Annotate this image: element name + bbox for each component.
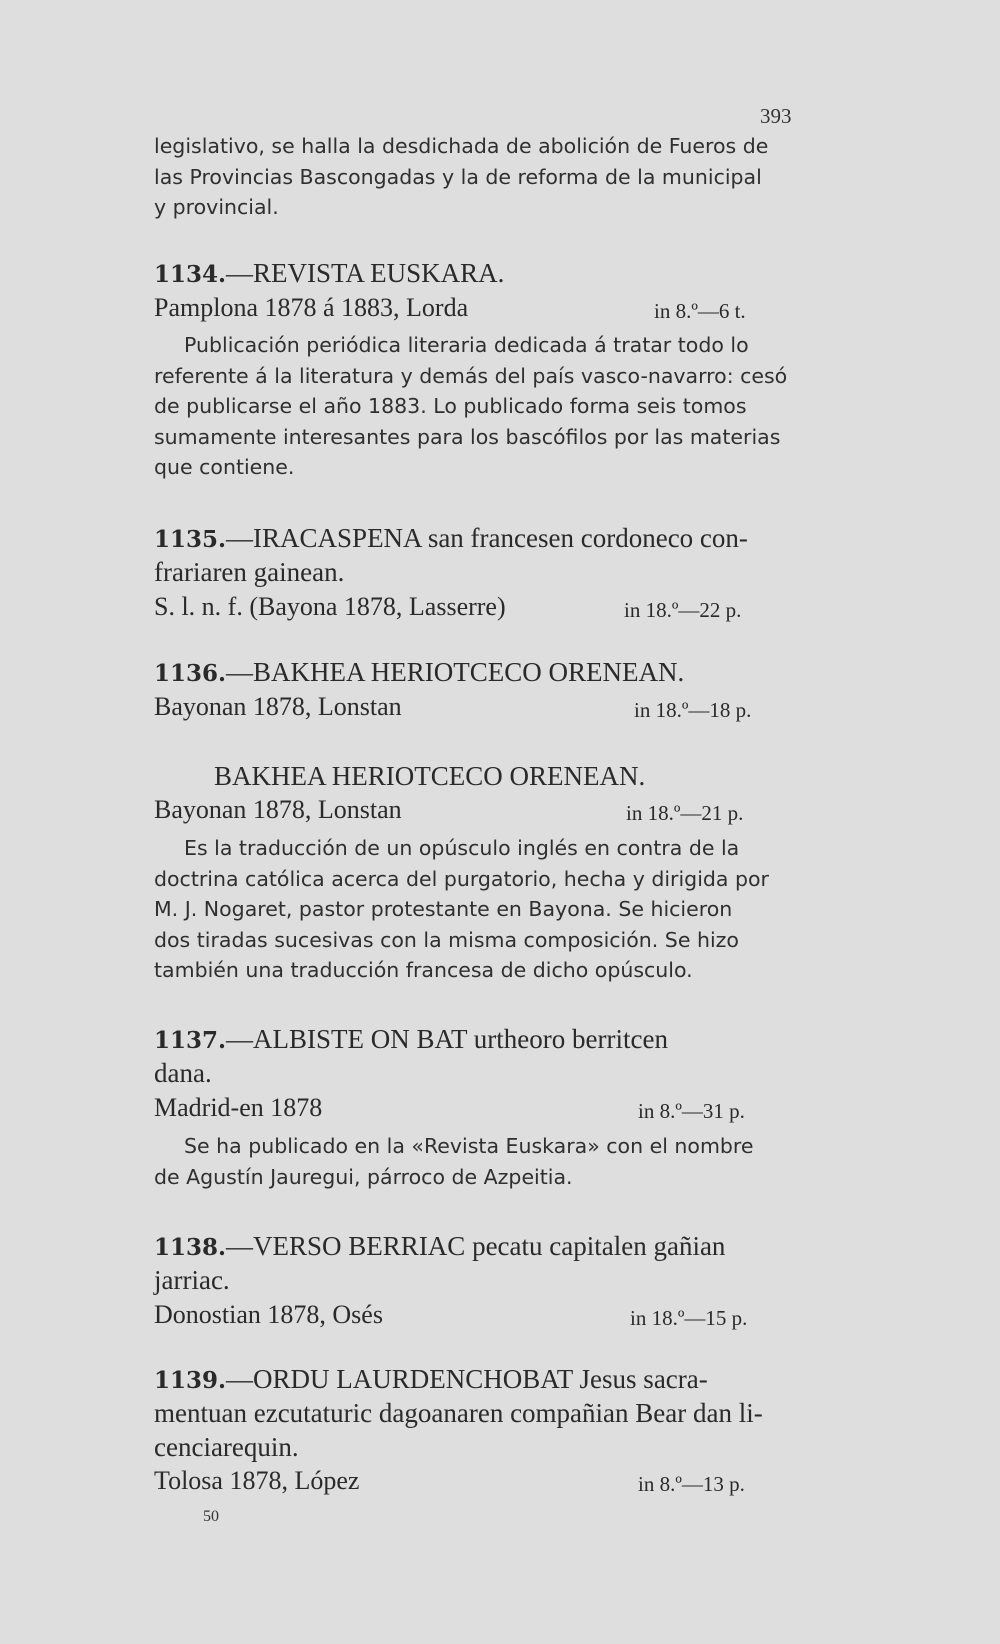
signature-mark: 50	[203, 1508, 219, 1525]
entry-number: 1139.	[154, 1367, 227, 1394]
text-line: referente á la literatura y demás del país vasco-navarro: cesó	[154, 363, 788, 388]
entry-number: 1134.	[154, 261, 227, 288]
entry-number: 1138.	[154, 1234, 227, 1261]
entry-1136-alt-imprint	[154, 795, 774, 829]
entry-1134-heading	[154, 257, 830, 291]
imprint-text: S. l. n. f. (Bayona 1878, Lasserre)	[154, 592, 506, 621]
entry-1136-imprint	[154, 692, 774, 726]
text-line: doctrina católica acerca del purgatorio, hecha y dirigida por	[154, 866, 769, 891]
imprint-text: Donostian 1878, Osés	[154, 1300, 383, 1329]
text-line: Se ha publicado en la «Revista Euskara» con el nombre	[184, 1134, 754, 1158]
entry-1136-note	[154, 833, 824, 986]
imprint-text: Bayonan 1878, Lonstan	[154, 795, 402, 824]
entry-1134-imprint	[154, 293, 774, 327]
text-line: de publicarse el año 1883. Lo publicado forma seis tomos	[154, 394, 747, 418]
imprint-text: Pamplona 1878 á 1883, Lorda	[154, 293, 469, 322]
entry-1135-heading	[154, 522, 830, 556]
entry-1137-imprint	[154, 1093, 774, 1127]
intro-paragraph	[154, 131, 824, 223]
format-text: in 18.º—22 p.	[624, 598, 742, 622]
entry-1139-imprint	[154, 1466, 774, 1500]
format-text: in 18.º—21 p.	[626, 801, 744, 825]
entry-1139-heading	[154, 1363, 830, 1397]
format-text: in 18.º—18 p.	[634, 698, 752, 722]
entry-1138-imprint	[154, 1300, 774, 1334]
entry-1134-note	[154, 330, 824, 483]
text-line: también una traducción francesa de dicho opúsculo.	[154, 958, 693, 982]
entry-1139-title-continued-2: cenciarequin.	[154, 1432, 299, 1462]
text-line: y provincial.	[154, 195, 279, 219]
page-number: 393	[760, 104, 792, 128]
entry-1138-heading	[154, 1230, 830, 1264]
entry-1137-heading	[154, 1023, 830, 1057]
text-line: legislativo, se halla la desdichada de abolición de Fueros de	[154, 134, 769, 158]
text-line: Es la traducción de un opúsculo inglés en contra de la	[184, 836, 740, 860]
entry-number: 1137.	[154, 1027, 227, 1054]
text-line: de Agustín Jauregui, párroco de Azpeitia.	[154, 1164, 573, 1189]
entry-title: —ORDU LAURDENCHOBAT Jesus sacra-	[226, 1364, 708, 1394]
entry-title: —ALBISTE ON BAT urtheoro berritcen	[226, 1024, 668, 1054]
imprint-text: Bayonan 1878, Lonstan	[154, 692, 402, 721]
text-line: Publicación periódica literaria dedicada á tratar todo lo	[184, 333, 749, 357]
text-line: las Provincias Bascongadas y la de reforma de la municipal	[154, 164, 762, 189]
entry-title: —VERSO BERRIAC pecatu capitalen gañian	[226, 1231, 726, 1261]
entry-1138-title-continued: jarriac.	[154, 1265, 230, 1295]
entry-title: —REVISTA EUSKARA.	[226, 258, 505, 288]
format-text: in 8.º—13 p.	[638, 1472, 745, 1496]
text-line: que contiene.	[154, 455, 295, 479]
entry-1136-heading	[154, 656, 830, 690]
entry-1139-title-continued: mentuan ezcutaturic dagoanaren compañian Bear dan li-	[154, 1398, 763, 1428]
entry-1136-alt-title: BAKHEA HERIOTCECO ORENEAN.	[214, 761, 646, 791]
entry-1135-title-continued: frariaren gainean.	[154, 557, 345, 587]
text-line: M. J. Nogaret, pastor protestante en Bayona. Se hicieron	[154, 897, 733, 921]
text-line: dos tiradas sucesivas con la misma composición. Se hizo	[154, 927, 739, 952]
text-line: sumamente interesantes para los bascófilos por las materias	[154, 424, 781, 449]
entry-number: 1135.	[154, 526, 227, 553]
entry-1137-note	[154, 1131, 824, 1192]
entry-1135-imprint	[154, 592, 774, 626]
format-text: in 8.º—6 t.	[654, 299, 746, 323]
format-text: in 8.º—31 p.	[638, 1099, 745, 1123]
entry-number: 1136.	[154, 660, 227, 687]
entry-title: —BAKHEA HERIOTCECO ORENEAN.	[226, 657, 685, 687]
entry-title: —IRACASPENA san francesen cordoneco con-	[226, 523, 748, 553]
imprint-text: Madrid-en 1878	[154, 1093, 323, 1122]
entry-1137-title-continued: dana.	[154, 1058, 212, 1088]
imprint-text: Tolosa 1878, López	[154, 1466, 360, 1495]
format-text: in 18.º—15 p.	[630, 1306, 748, 1330]
